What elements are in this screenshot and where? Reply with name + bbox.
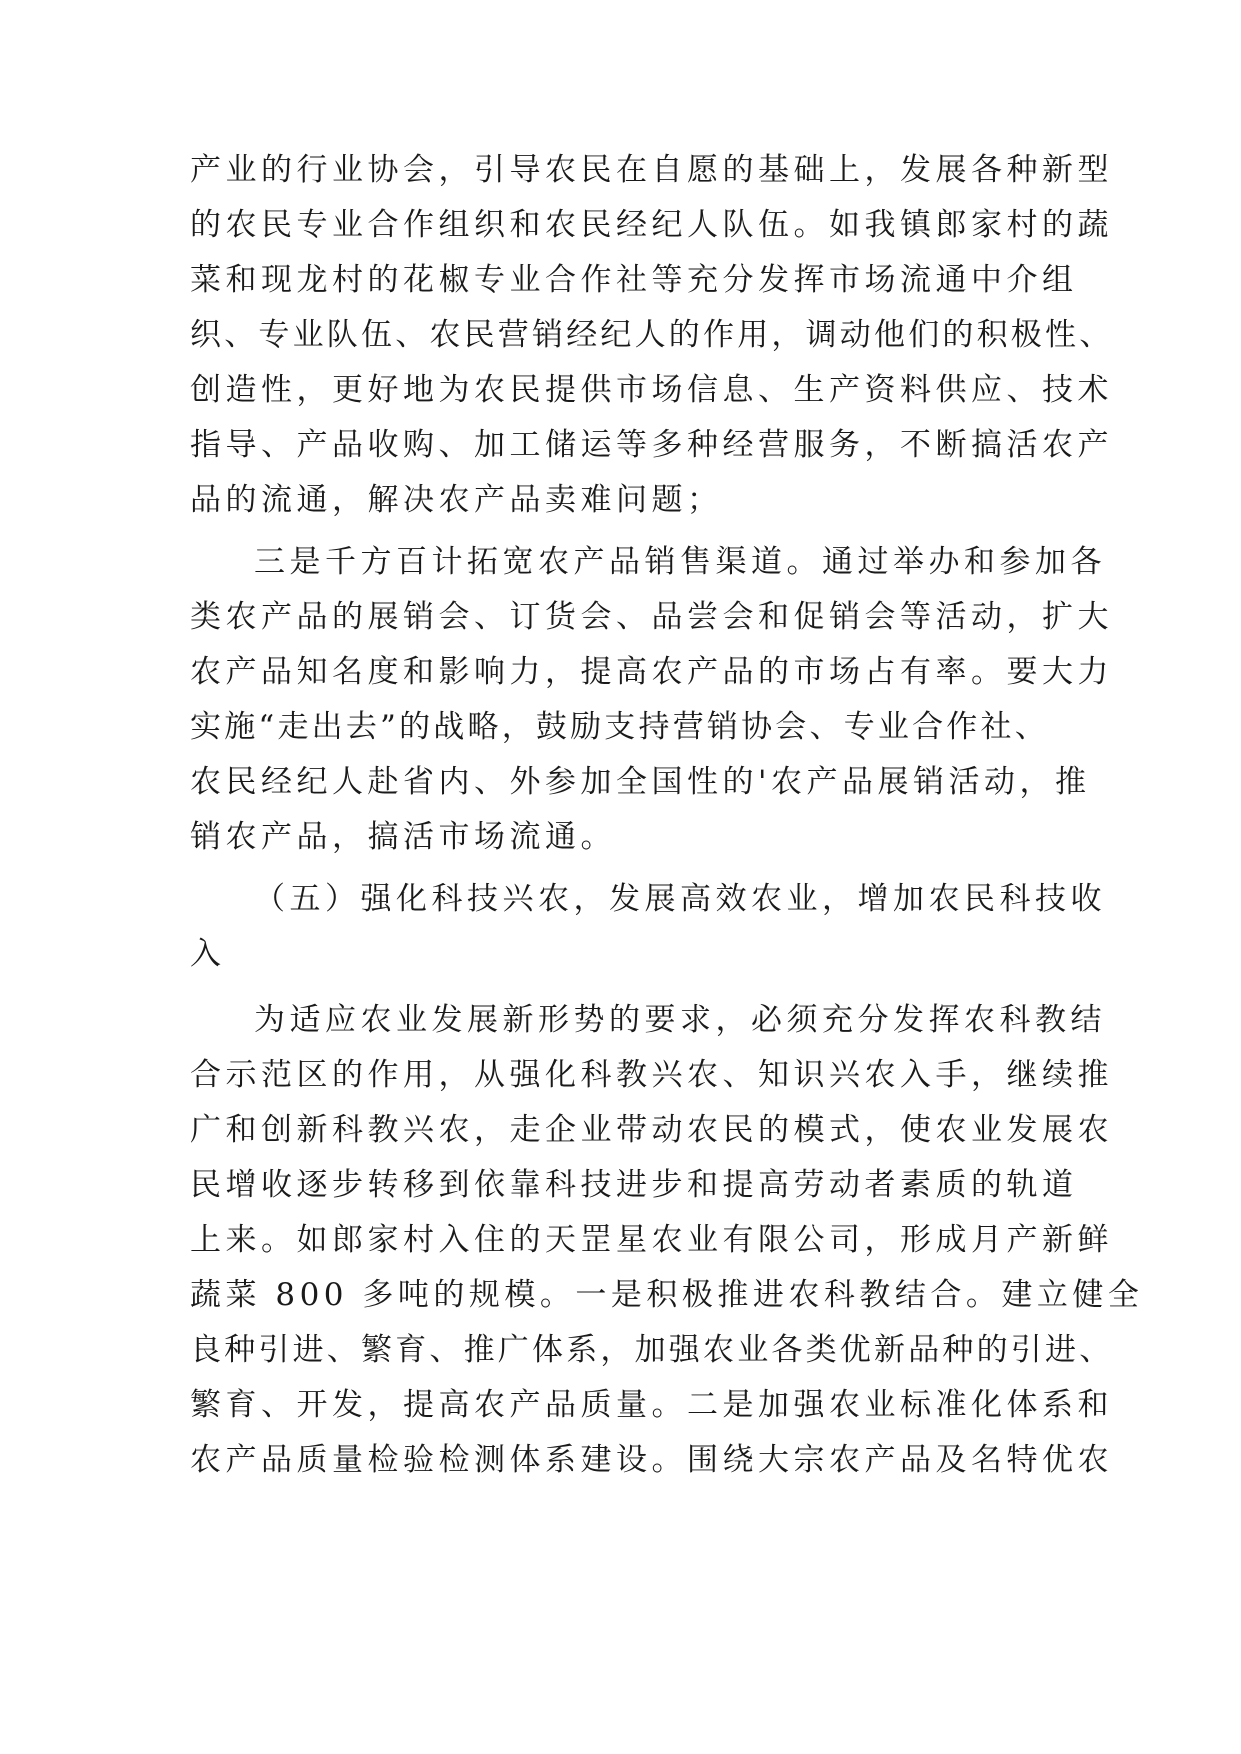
section-heading: （五）强化科技兴农，发展高效农业，增加农民科技收 bbox=[254, 881, 1106, 917]
text-line: 品的流通，解决农产品卖难问题； bbox=[190, 482, 723, 518]
text-line: 民增收逐步转移到依靠科技进步和提高劳动者素质的轨道 bbox=[190, 1167, 1078, 1203]
text-line: 指导、产品收购、加工储运等多种经营服务，不断搞活农产 bbox=[190, 427, 1113, 463]
text-line: 合示范区的作用，从强化科教兴农、知识兴农入手，继续推 bbox=[190, 1057, 1113, 1093]
text-line: 为适应农业发展新形势的要求，必须充分发挥农科教结 bbox=[254, 1002, 1106, 1038]
text-line: 织、专业队伍、农民营销经纪人的作用，调动他们的积极性、 bbox=[190, 317, 1114, 353]
text-line: 创造性，更好地为农民提供市场信息、生产资料供应、技术 bbox=[190, 372, 1113, 408]
text-line: 农产品知名度和影响力，提高农产品的市场占有率。要大力 bbox=[190, 654, 1113, 690]
text-line: 繁育、开发，提高农产品质量。二是加强农业标准化体系和 bbox=[190, 1387, 1113, 1423]
text-line: 蔬菜 800 多吨的规模。一是积极推进农科教结合。建立健全 bbox=[190, 1277, 1144, 1313]
text-line: 三是千方百计拓宽农产品销售渠道。通过举办和参加各 bbox=[254, 544, 1106, 580]
text-line: 农民经纪人赴省内、外参加全国性的'农产品展销活动，推 bbox=[190, 764, 1091, 800]
section-heading-continued: 入 bbox=[190, 936, 226, 972]
text-line: 上来。如郎家村入住的天罡星农业有限公司，形成月产新鲜 bbox=[190, 1222, 1113, 1258]
text-line: 的农民专业合作组织和农民经纪人队伍。如我镇郎家村的蔬 bbox=[190, 207, 1113, 243]
text-line: 菜和现龙村的花椒专业合作社等充分发挥市场流通中介组 bbox=[190, 262, 1078, 298]
text-line: 广和创新科教兴农，走企业带动农民的模式，使农业发展农 bbox=[190, 1112, 1113, 1148]
text-line: 类农产品的展销会、订货会、品尝会和促销会等活动，扩大 bbox=[190, 599, 1113, 635]
text-line: 产业的行业协会，引导农民在自愿的基础上，发展各种新型 bbox=[190, 152, 1113, 188]
text-line: 实施“走出去”的战略，鼓励支持营销协会、专业合作社、 bbox=[190, 709, 1049, 745]
text-line: 销农产品，搞活市场流通。 bbox=[190, 819, 616, 855]
text-line: 农产品质量检验检测体系建设。围绕大宗农产品及名特优农 bbox=[190, 1442, 1113, 1478]
text-line: 良种引进、繁育、推广体系，加强农业各类优新品种的引进、 bbox=[190, 1332, 1114, 1368]
